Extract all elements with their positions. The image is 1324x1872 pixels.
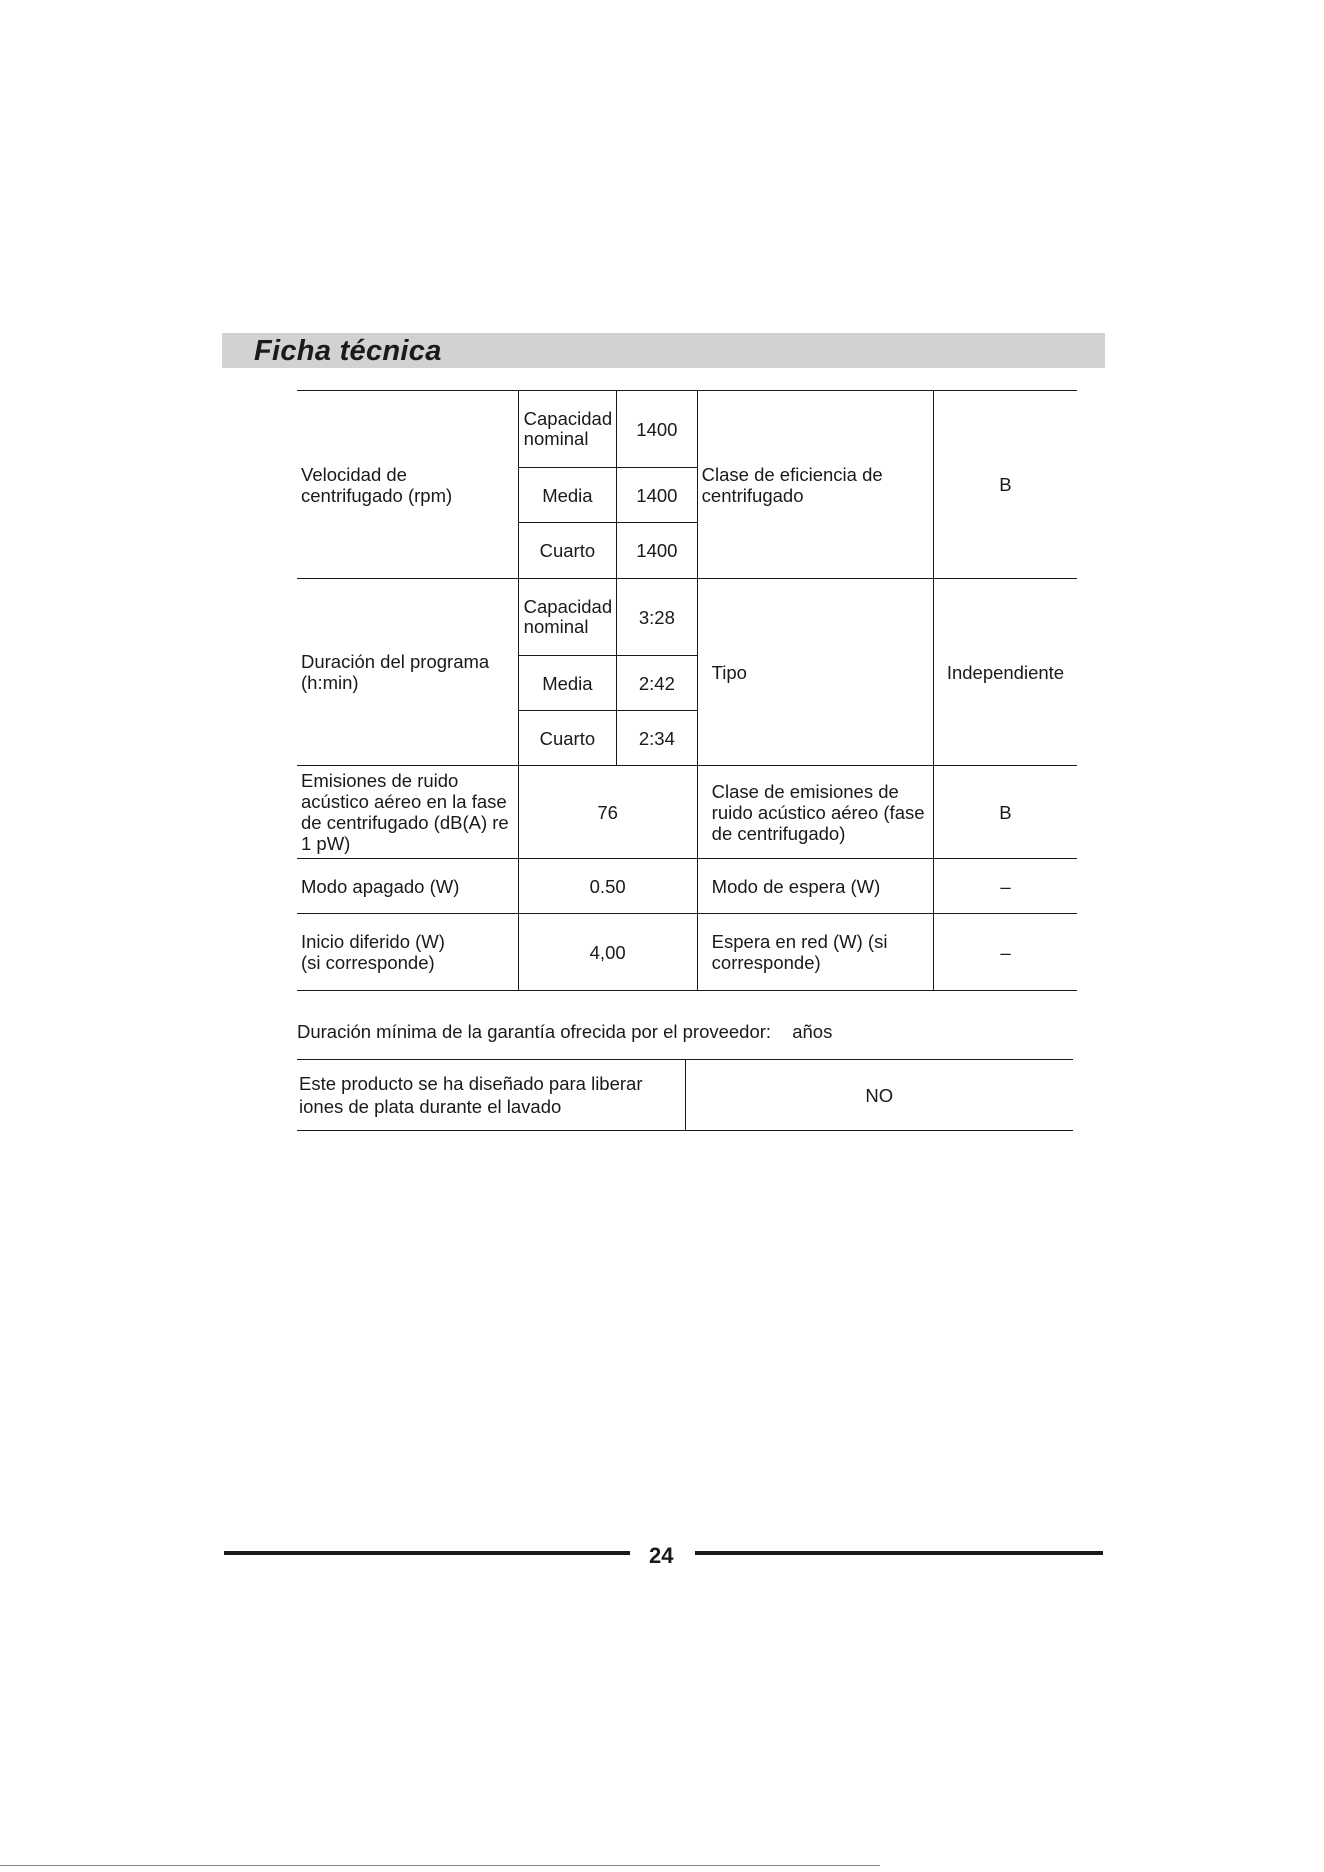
type-label: Tipo <box>697 579 933 766</box>
noise-label: Emisiones de ruido acústico aéreo en la fase de centrifugado (dB(A) re 1 pW) <box>297 766 518 859</box>
load-label: Cuarto <box>518 523 616 579</box>
duration-value: 2:34 <box>617 711 698 766</box>
table-row <box>297 914 1077 991</box>
table-row <box>297 579 1077 656</box>
spin-class-value: B <box>933 391 1077 579</box>
spin-value: 1400 <box>617 468 698 523</box>
load-label: Capacidad nominal <box>518 391 616 468</box>
spin-class-label: Clase de eficiencia de centrifugado <box>697 391 933 579</box>
standby-label: Modo de espera (W) <box>697 859 933 914</box>
duration-label: Duración del programa (h:min) <box>297 579 518 766</box>
duration-value: 3:28 <box>617 579 698 656</box>
warranty-label: Duración mínima de la garantía ofrecida por el proveedor: <box>297 1021 772 1042</box>
warranty-line <box>297 1021 832 1043</box>
table-row <box>297 859 1077 914</box>
off-mode-value: 0.50 <box>518 859 697 914</box>
page-number: 24 <box>649 1543 674 1568</box>
network-standby-label: Espera en red (W) (si corresponde) <box>697 914 933 991</box>
footer-rule-left <box>224 1551 630 1555</box>
load-label: Media <box>518 656 616 711</box>
load-label: Cuarto <box>518 711 616 766</box>
spin-value: 1400 <box>617 523 698 579</box>
footer-rule-right <box>695 1551 1103 1555</box>
section-title: Ficha técnica <box>254 335 442 367</box>
table-row <box>297 391 1077 468</box>
standby-value: – <box>933 859 1077 914</box>
load-label: Media <box>518 468 616 523</box>
type-value: Independiente <box>933 579 1077 766</box>
warranty-unit: años <box>792 1021 833 1042</box>
network-standby-value: – <box>933 914 1077 991</box>
silver-ions-label: Este producto se ha diseñado para liberar iones de plata durante el lavado <box>297 1060 685 1131</box>
off-mode-label: Modo apagado (W) <box>297 859 518 914</box>
noise-class-label: Clase de emisiones de ruido acústico aéreo (fase de centrifugado) <box>697 766 933 859</box>
table-row <box>297 766 1077 859</box>
noise-value: 76 <box>518 766 697 859</box>
table-row <box>297 1060 1073 1131</box>
noise-class-value: B <box>933 766 1077 859</box>
page-edge-rule <box>0 1865 880 1866</box>
duration-value: 2:42 <box>617 656 698 711</box>
spec-table <box>297 390 1077 991</box>
silver-ions-table <box>297 1059 1073 1131</box>
delay-start-value: 4,00 <box>518 914 697 991</box>
delay-start-label: Inicio diferido (W) (si corresponde) <box>297 914 518 991</box>
section-title-bar <box>222 333 1105 368</box>
silver-ions-value: NO <box>685 1060 1073 1131</box>
spin-speed-label: Velocidad de centrifugado (rpm) <box>297 391 518 579</box>
load-label: Capacidad nominal <box>518 579 616 656</box>
spin-value: 1400 <box>617 391 698 468</box>
